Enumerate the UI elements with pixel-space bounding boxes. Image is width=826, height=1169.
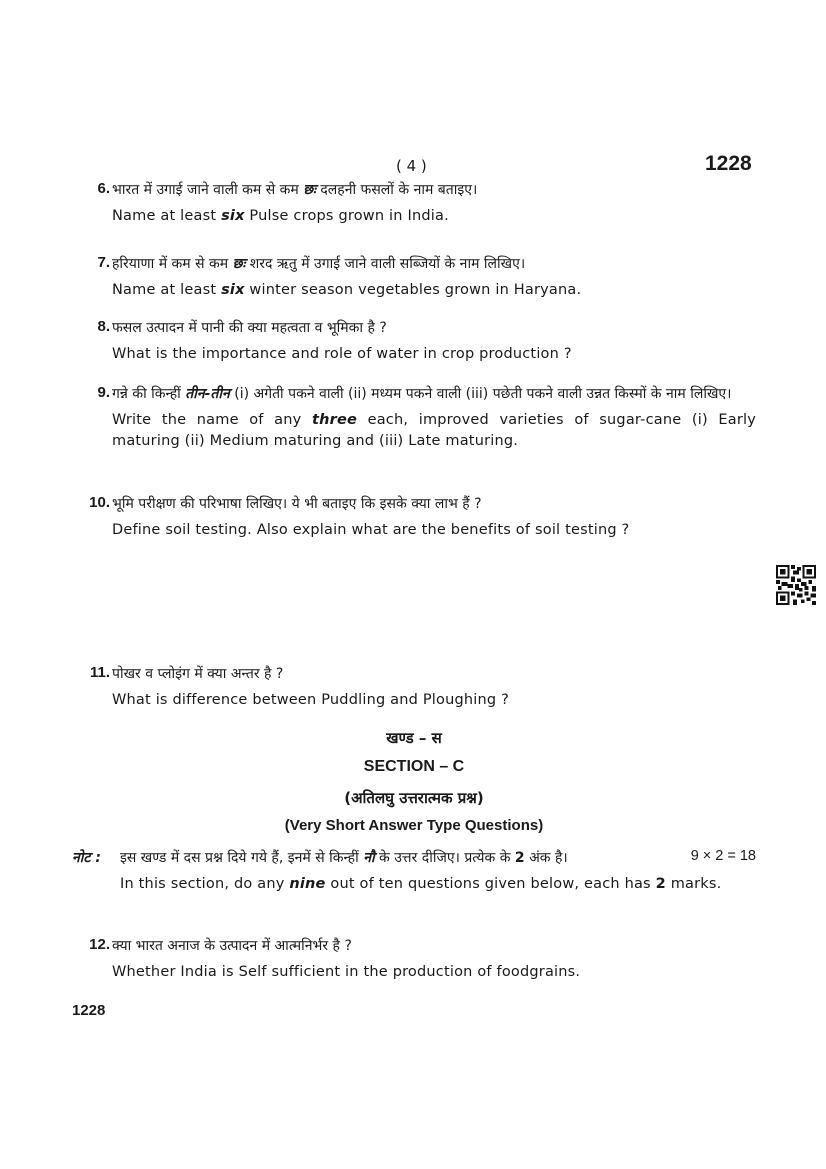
question-hindi: भारत में उगाई जाने वाली कम से कम छः दलहनी फसलों के नाम बताइए।: [112, 182, 478, 198]
marks-formula: 9 × 2 = 18: [690, 848, 756, 864]
question-number: 6.: [97, 180, 110, 197]
question-english: Define soil testing. Also explain what are the benefits of soil testing ?: [112, 522, 630, 538]
question-hindi: फसल उत्पादन में पानी की क्या महत्वता व भूमिका है ?: [112, 320, 387, 336]
question-hindi: क्या भारत अनाज के उत्पादन में आत्मनिर्भर है ?: [112, 938, 352, 954]
question-english: What is the importance and role of water in crop production ?: [112, 346, 572, 362]
question-hindi: पोखर व प्लोइंग में क्या अन्तर है ?: [112, 666, 284, 682]
page-number: ( 4 ): [396, 157, 427, 175]
question-12: [72, 936, 756, 983]
question-8: [72, 318, 756, 365]
question-hindi: गन्ने की किन्हीं तीन-तीन (i) अगेती पकने वाली (ii) मध्यम पकने वाली (iii) पछेती पकने वाली उन्नत किस्मों के नाम लिखिए।: [112, 386, 732, 402]
paper-code-footer: 1228: [72, 1002, 106, 1019]
question-number: 12.: [89, 936, 110, 953]
question-number: 9.: [97, 384, 110, 401]
question-english: Write the name of any three each, improved varieties of sugar-cane (i) Early maturing (ii) Medium maturing and (iii) Late maturing.: [112, 412, 756, 449]
note-english: In this section, do any nine out of ten questions given below, each has 2 marks.: [120, 876, 722, 892]
qr-code-icon: [776, 565, 816, 605]
section-subtitle-english: (Very Short Answer Type Questions): [284, 817, 544, 834]
paper-code-header: 1228: [705, 152, 752, 175]
question-11: [72, 664, 756, 711]
question-english: What is difference between Puddling and Ploughing ?: [112, 692, 510, 708]
section-title-hindi: खण्ड – स: [386, 729, 442, 747]
question-9: [72, 384, 756, 452]
question-english: Whether India is Self sufficient in the production of foodgrains.: [112, 964, 581, 980]
question-7: [72, 254, 756, 301]
note-label: नोट :: [72, 850, 101, 866]
section-title-english: SECTION – C: [363, 758, 465, 775]
question-6: [72, 180, 756, 227]
question-hindi: भूमि परीक्षण की परिभाषा लिखिए। ये भी बताइए कि इसके क्या लाभ हैं ?: [112, 496, 482, 512]
question-number: 7.: [97, 254, 110, 271]
note-hindi: इस खण्ड में दस प्रश्न दिये गये हैं, इनमें से किन्हीं नौ के उत्तर दीजिए। प्रत्येक के 2 अंक है।: [120, 850, 568, 866]
question-number: 8.: [97, 318, 110, 335]
question-english: Name at least six Pulse crops grown in India.: [112, 208, 449, 224]
question-10: [72, 494, 756, 541]
section-note: [72, 848, 756, 895]
question-number: 11.: [89, 664, 110, 681]
question-hindi: हरियाणा में कम से कम छः शरद ऋतु में उगाई जाने वाली सब्जियों के नाम लिखिए।: [112, 256, 526, 272]
question-english: Name at least six winter season vegetables grown in Haryana.: [112, 282, 582, 298]
section-subtitle-hindi: (अतिलघु उत्तरात्मक प्रश्न): [344, 789, 484, 807]
question-number: 10.: [89, 494, 110, 511]
